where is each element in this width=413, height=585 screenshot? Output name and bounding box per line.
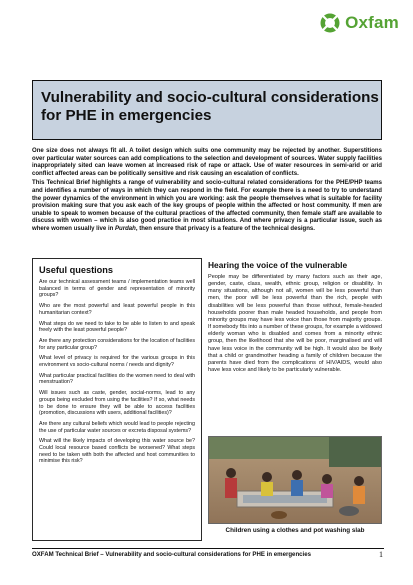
intro-paragraph-2: [32, 180, 382, 233]
questions-heading: Useful questions: [39, 265, 114, 275]
intro-paragraph-1: One size does not always fit all. A toilet design which suits one community may be rejected by another. Superstitions over particular water sources can add complications to the selection and development of sources. Water supply facilities inappropriately sited can leave women at increased risk of rape or attack. Use of water resources in semi-arid or arid conflict affected areas can be politically sensitive and risk causing an escalation of conflicts.: [32, 148, 382, 177]
title-box: [32, 80, 382, 140]
intro-p2-end: , then ensure that privacy is a feature of the technical designs.: [135, 225, 315, 232]
page-footer: [0, 548, 413, 562]
footer-divider: [32, 548, 384, 549]
question-item: What will the likely impacts of developing this water source be? Could local resource based conflicts be worsened? What steps need to be taken with both the affected and host communities to minimise this risk?: [39, 438, 195, 465]
section-heading: Hearing the voice of the vulnerable: [208, 260, 348, 270]
intro-p2-text: This Technical Brief highlights a range of vulnerability and socio-cultural related considerations for the PHE/PHP teams and identifies a number of ways in which they can respond in the field. For example there is a need to try to understand the power dynamics of the environment in which you are working: ask the people themselves what is suitable for facility provision making sure that you ask each of the key groups of people within the affected or host community. If men are unable to speak to women because of the cultural practices of the affected community, then female staff are available to discuss with women – which is also good practice in most situations. And where privacy is a particular issue, such as where women usually live in: [32, 180, 382, 232]
question-item: Are there any cultural beliefs which would lead to people rejecting the use of particular water sources or excreta disposal systems?: [39, 420, 195, 434]
children-washing-photo: [208, 436, 382, 524]
question-item: What level of privacy is required for the various groups in this environment vs socio-cultural norms / needs and dignity?: [39, 355, 195, 369]
oxfam-logo-icon: [319, 12, 341, 34]
question-item: What steps do we need to take to be able to listen to and speak freely with the least powerful people?: [39, 320, 195, 334]
page-title: Vulnerability and socio-cultural considerations for PHE in emergencies: [41, 89, 379, 124]
oxfam-logo: [319, 12, 399, 34]
question-item: Are there any protection considerations for the location of facilities for any particular group?: [39, 337, 195, 351]
logo-text: Oxfam: [345, 13, 399, 32]
purdah-term: Purdah: [115, 225, 136, 232]
vulnerable-voice-section: [208, 260, 382, 374]
question-item: What particular practical facilities do the women need to deal with menstruation?: [39, 372, 195, 386]
useful-questions-box: [32, 258, 202, 541]
question-item: Are our technical assessment teams / implementation teams well balanced in terms of gender and representation of minority groups?: [39, 279, 195, 299]
section-body: People may be differentiated by many factors such as their age, gender, caste, class, wealth, ethnic group, religion or disability. In many situations, although not all, women will be less powerful than men, the poor will be less powerful than the rich, people with disabilities will be less powerful than those without, female-headed households poorer than male headed households, and people from minority groups may have less voice than those from majority groups. If somebody fits into a number of these groups, for example a widowed elderly woman who is disabled and comes from a minority ethnic group, then the likelihood that she will be poor, marginalised and will have less voice in the community will be high. It would also be likely that a child or grandmother heading a family of children because the parents have died from the complications of HIV/AIDS, would also have less voice and likely to be particularly vulnerable.: [208, 274, 382, 374]
intro-section: [32, 148, 382, 236]
photo-illustration: [209, 437, 382, 524]
question-item: Will issues such as caste, gender, social-norms, lead to any groups being excluded from using the facilities? If so, what needs to be done to ensure they will be able to access facilities (promotion, discussions with users, additional facilities)?: [39, 390, 195, 417]
page-number: 1: [379, 550, 383, 559]
question-item: Who are the most powerful and least powerful people in this humanitarian context?: [39, 303, 195, 316]
footer-text: OXFAM Technical Brief – Vulnerability and socio-cultural considerations for PHE in emergencies: [32, 551, 312, 558]
photo-caption: Children using a clothes and pot washing slab: [225, 527, 365, 534]
